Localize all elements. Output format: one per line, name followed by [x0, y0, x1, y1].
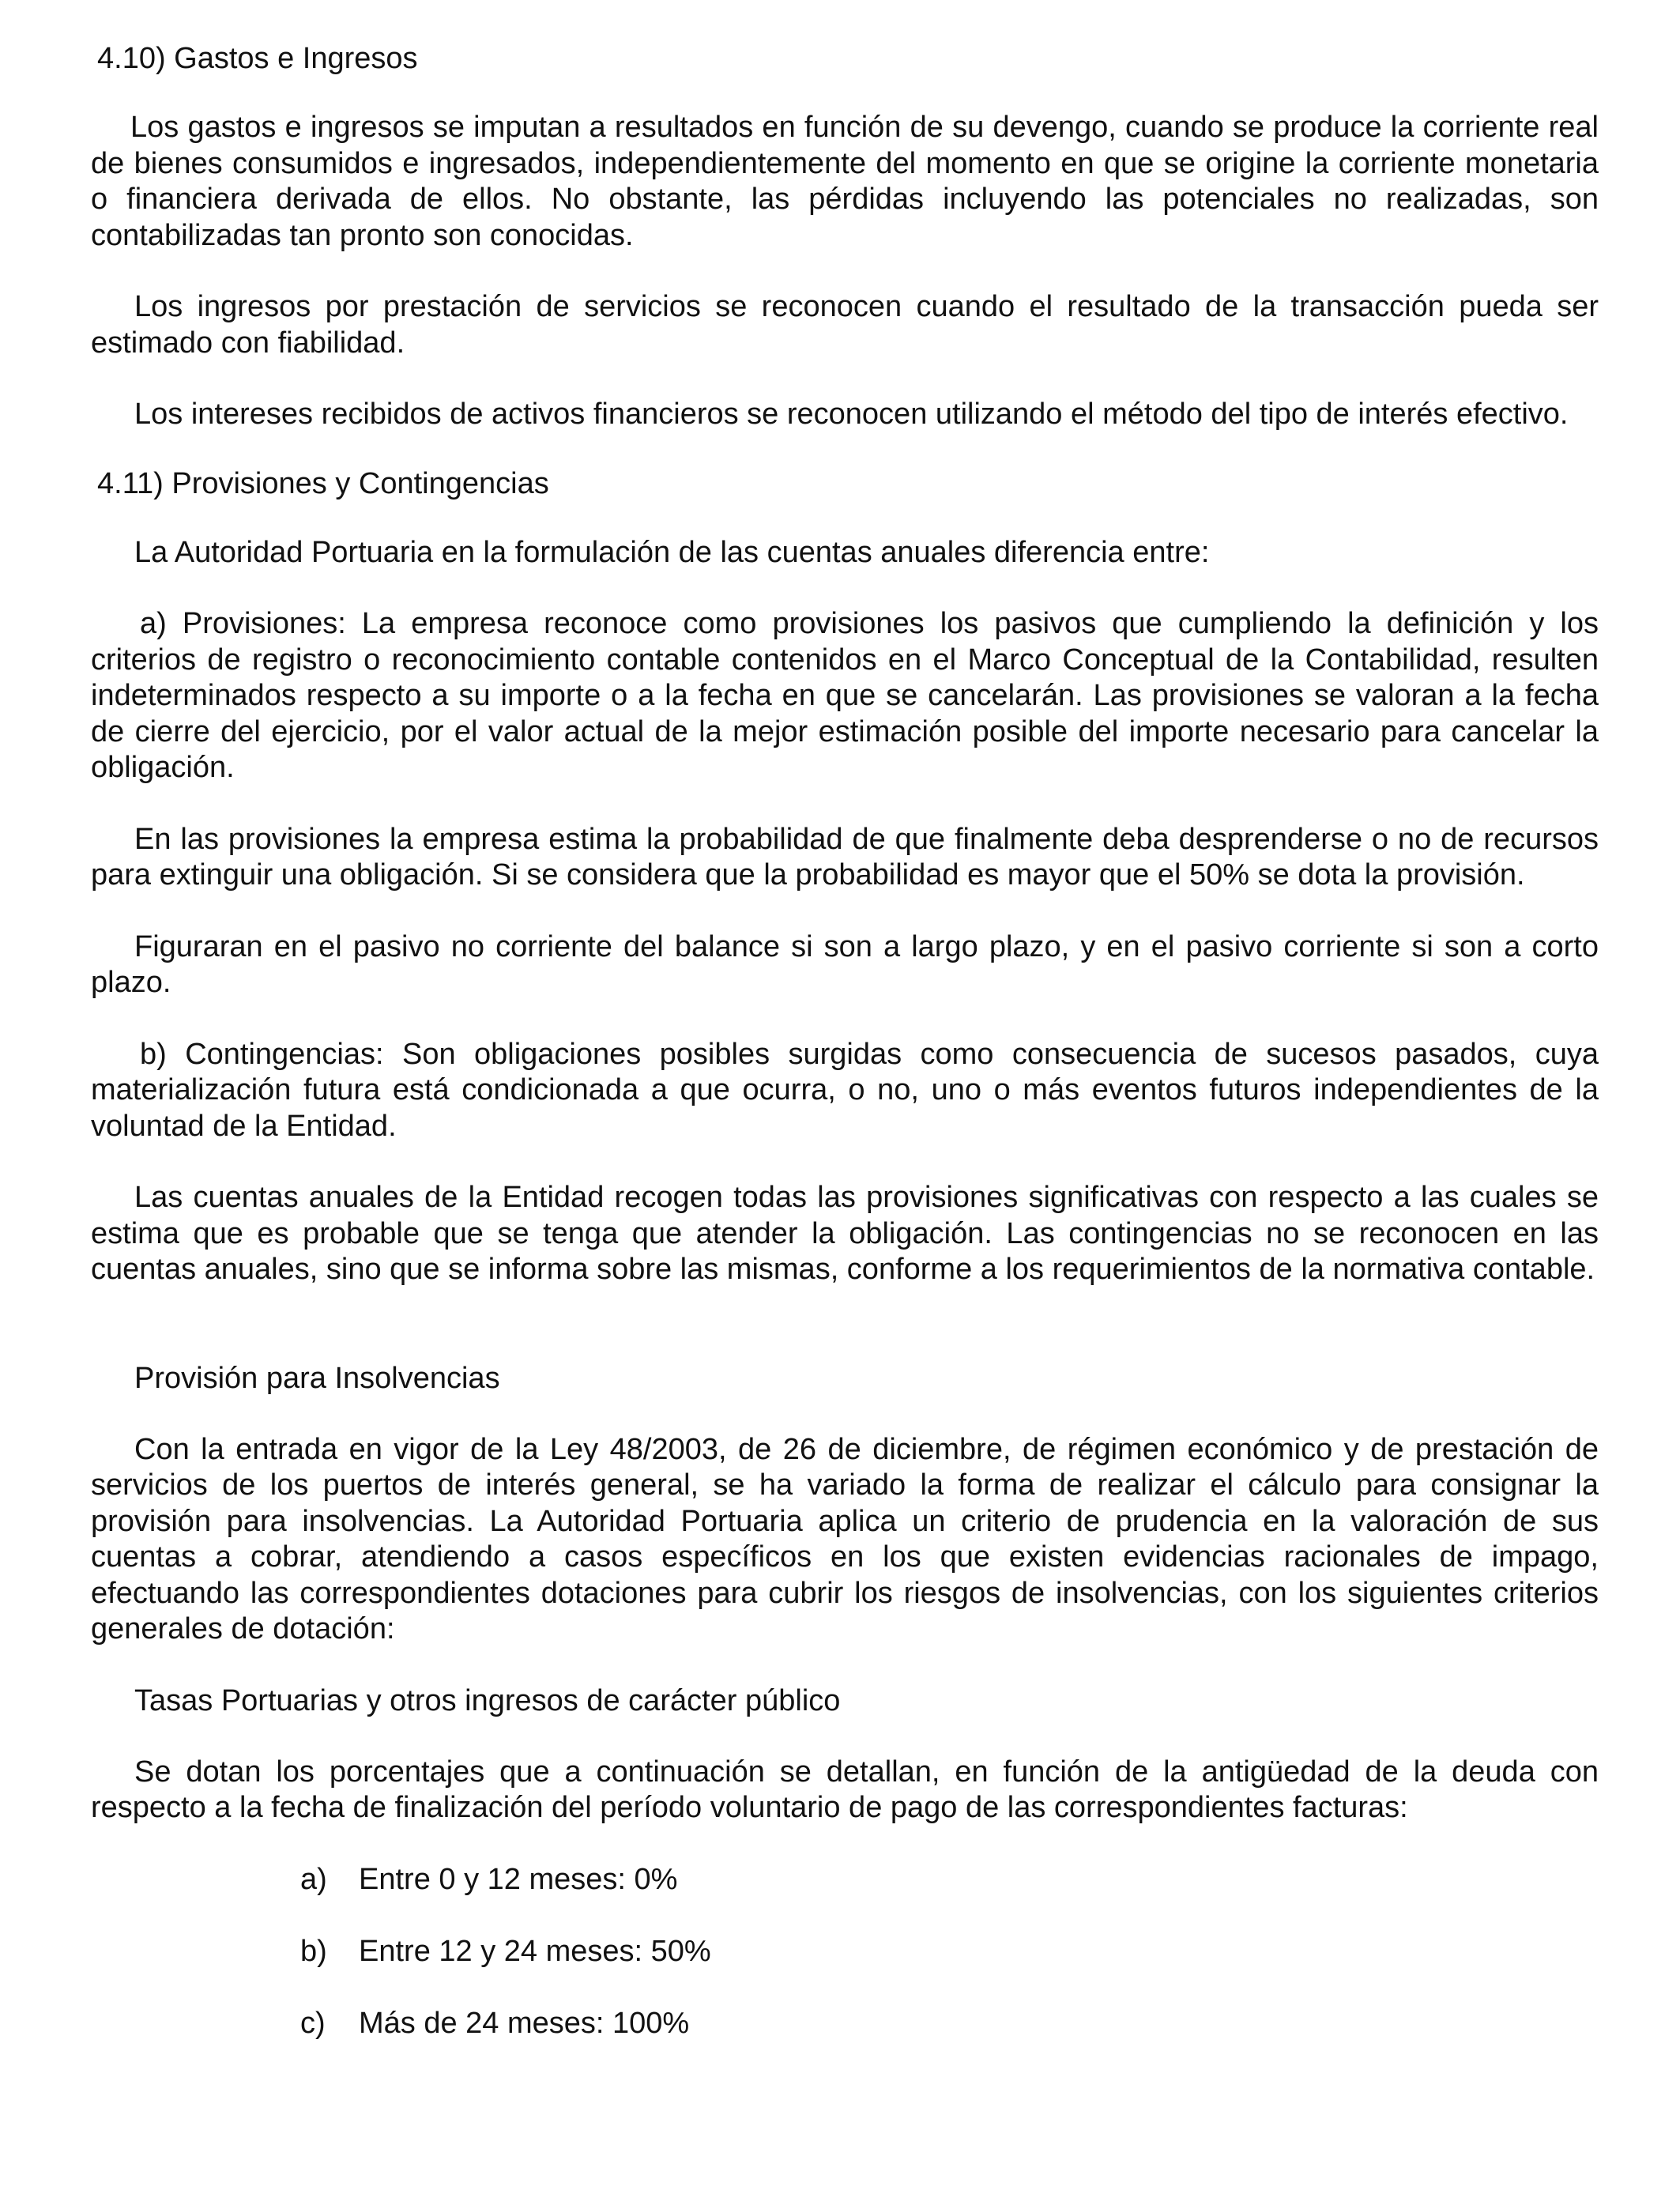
list-item-text: Entre 12 y 24 meses: 50%: [359, 1934, 711, 1968]
list-marker: a): [300, 1862, 327, 1896]
paragraph-autoridad-diferencia: La Autoridad Portuaria en la formulación de las cuentas anuales diferencia entre:: [134, 535, 1210, 569]
list-item: [300, 2006, 1599, 2041]
paragraph-pasivo-plazo: Figuraran en el pasivo no corriente del balance si son a largo plazo, y en el pasivo corriente si son a corto plazo.: [91, 929, 1599, 999]
section-heading-4-11: 4.11) Provisiones y Contingencias: [97, 466, 549, 500]
paragraph-probabilidad: En las provisiones la empresa estima la probabilidad de que finalmente deba desprenderse o no de recursos para extinguir una obligación. Si se considera que la probabilidad es mayor que el 50% se dota la provisión.: [91, 822, 1599, 892]
paragraph-ingresos-servicios: Los ingresos por prestación de servicios se reconocen cuando el resultado de la transacción pueda ser estimado con fiabilidad.: [91, 290, 1599, 360]
subheading-tasas-portuarias: Tasas Portuarias y otros ingresos de carácter público: [134, 1683, 841, 1717]
paragraph-gastos-ingresos-devengo: Los gastos e ingresos se imputan a resultados en función de su devengo, cuando se produce la corriente real de bienes consumidos e ingresados, independientemente del momento en que se origine la corriente monetaria o financiera derivada de ellos. No obstante, las pérdidas incluyendo las potenciales no realizadas, son contabilizadas tan pronto son conocidas.: [91, 111, 1599, 252]
paragraph-contingencias: b) Contingencias: Son obligaciones posibles surgidas como consecuencia de sucesos pasados, cuya materialización futura está condicionada a que ocurra, o no, uno o más eventos futuros independientes de la voluntad de la Entidad.: [91, 1037, 1599, 1143]
section-heading-4-10: 4.10) Gastos e Ingresos: [97, 42, 418, 75]
subheading-provision-insolvencias: Provisión para Insolvencias: [134, 1361, 500, 1395]
list-item-text: Más de 24 meses: 100%: [359, 2006, 690, 2040]
list-item: [300, 1862, 1599, 1898]
list-item-text: Entre 0 y 12 meses: 0%: [359, 1862, 678, 1896]
paragraph-porcentajes: Se dotan los porcentajes que a continuación se detallan, en función de la antigüedad de la deuda con respecto a la fecha de finalización del período voluntario de pago de las correspondientes facturas:: [91, 1755, 1599, 1824]
paragraph-cuentas-anuales: Las cuentas anuales de la Entidad recogen todas las provisiones significativas con respecto a las cuales se estima que es probable que se tenga que atender la obligación. Las contingencias no se reconocen en las cuentas anuales, sino que se informa sobre las mismas, conforme a los requerimientos de la normativa contable.: [91, 1181, 1599, 1286]
paragraph-intereses: Los intereses recibidos de activos financieros se reconocen utilizando el método del tipo de interés efectivo.: [134, 398, 1569, 431]
document-page: [91, 41, 1599, 2078]
paragraph-provisiones: a) Provisiones: La empresa reconoce como provisiones los pasivos que cumpliendo la definición y los criterios de registro o reconocimiento contable contenidos en el Marco Conceptual de la Contabilidad, resulten indeterminados respecto a su importe o a la fecha en que se cancelarán. Las provisiones se valoran a la fecha de cierre del ejercicio, por el valor actual de la mejor estimación posible del importe necesario para cancelar la obligación.: [91, 607, 1599, 784]
list-marker: b): [300, 1934, 327, 1968]
list-marker: c): [300, 2006, 326, 2040]
paragraph-ley-48-2003: Con la entrada en vigor de la Ley 48/2003, de 26 de diciembre, de régimen económico y de prestación de servicios de los puertos de interés general, se ha variado la forma de realizar el cálculo para consignar la provisión para insolvencias. La Autoridad Portuaria aplica un criterio de prudencia en la valoración de sus cuentas a cobrar, atendiendo a casos específicos en los que existen evidencias racionales de impago, efectuando las correspondientes dotaciones para cubrir los riesgos de insolvencias, con los siguientes criterios generales de dotación:: [91, 1432, 1599, 1646]
dotacion-percentages-list: [91, 1862, 1599, 2041]
list-item: [300, 1934, 1599, 1970]
